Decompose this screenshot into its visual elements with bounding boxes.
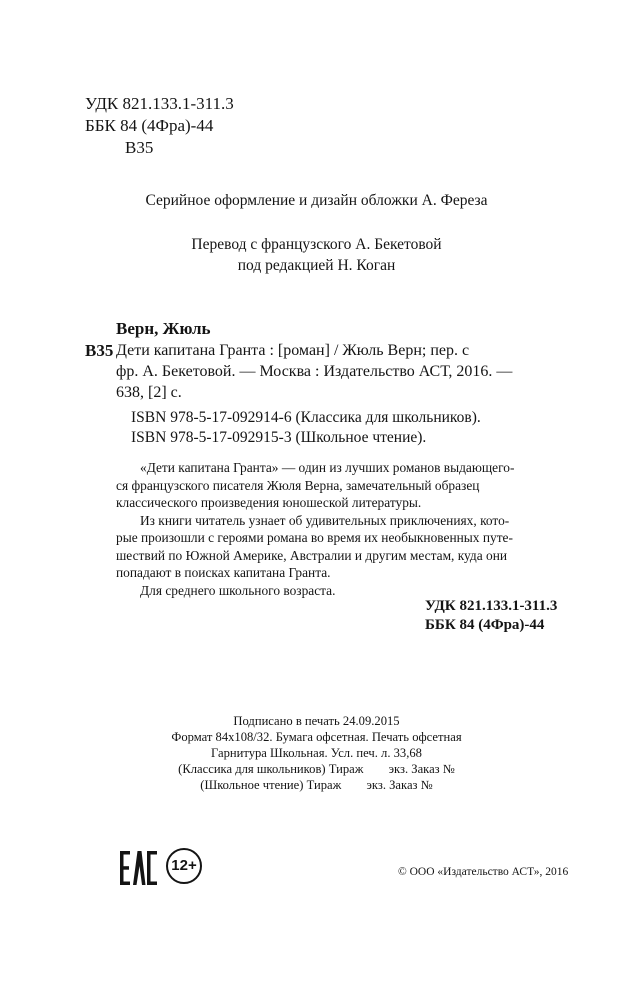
annotation-line: «Дети капитана Гранта» — один из лучших романов выдающего- [140, 460, 515, 475]
imprint-line: Формат 84x108/32. Бумага офсетная. Печать офсетная [171, 730, 462, 744]
isbn-classics: ISBN 978-5-17-092914-6 (Классика для школьников). [131, 409, 481, 426]
classification-block-top [85, 93, 234, 159]
udk-code: УДК 821.133.1-311.3 [85, 94, 234, 113]
age-rating-badge: 12+ [166, 848, 202, 884]
bbk-code: ББК 84 (4Фра)-44 [85, 116, 214, 135]
translator-line: Перевод с французского А. Бекетовой [191, 236, 442, 253]
author-mark: В35 [125, 138, 154, 157]
annotation-line: Из книги читатель узнает об удивительных приключениях, кото- [140, 512, 510, 528]
imprint-line: Гарнитура Школьная. Усл. печ. л. 33,68 [211, 746, 422, 760]
classification-block-bottom [425, 597, 557, 635]
imprint-line: (Классика для школьников) Тираж экз. Заказ № [178, 762, 455, 776]
description-line: Дети капитана Гранта : [роман] / Жюль Верн; пер. с [116, 342, 470, 359]
annotation [116, 459, 568, 599]
editor-line: под редакцией Н. Коган [237, 257, 396, 274]
imprint-block [0, 713, 633, 793]
eac-conformity-mark-icon [120, 851, 157, 885]
udk-code-bottom: УДК 821.133.1-311.3 [425, 598, 558, 614]
annotation-line: классического произведения юношеской литературы. [116, 495, 422, 510]
description-line: фр. А. Бекетовой. — Москва : Издательство АСТ, 2016. — [116, 363, 513, 380]
bibliographic-description [116, 340, 568, 403]
isbn-block [131, 408, 481, 448]
annotation-line: шествий по Южной Америке, Австралии и другим местам, куда они [116, 547, 508, 563]
annotation-line: ся французского писателя Жюля Верна, замечательный образец [116, 477, 480, 493]
annotation-line: рые произошли с героями романа во время их необыкновенных путе- [116, 530, 513, 545]
translation-credit [0, 234, 633, 276]
annotation-line: Для среднего школьного возраста. [140, 582, 336, 598]
imprint-line: (Школьное чтение) Тираж экз. Заказ № [200, 778, 433, 792]
series-design-credit: Серийное оформление и дизайн обложки А. Фереза [145, 192, 488, 209]
catalog-author-mark: В35 [85, 341, 114, 360]
copyright-notice: © ООО «Издательство АСТ», 2016 [398, 866, 569, 878]
bbk-code-bottom: ББК 84 (4Фра)-44 [425, 617, 545, 633]
annotation-line: попадают в поисках капитана Гранта. [116, 565, 331, 580]
imprint-line: Подписано в печать 24.09.2015 [233, 714, 400, 728]
author-heading: Верн, Жюль [116, 319, 211, 338]
isbn-school-reading: ISBN 978-5-17-092915-3 (Школьное чтение). [131, 429, 427, 446]
description-line: 638, [2] с. [116, 384, 182, 401]
